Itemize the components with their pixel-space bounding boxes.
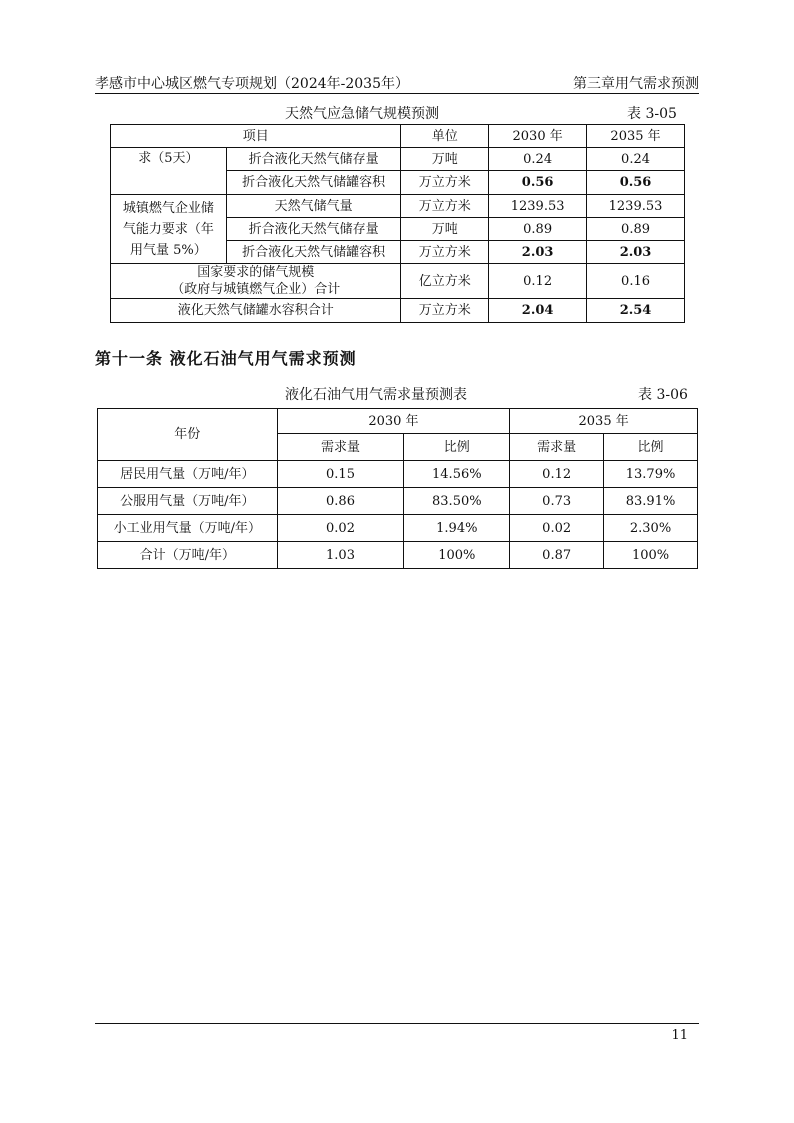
demand-2030: 0.15	[277, 461, 404, 488]
row-label: 小工业用气量（万吨/年）	[98, 515, 278, 542]
ratio-2035: 83.91%	[604, 488, 698, 515]
table-row	[111, 299, 685, 323]
value-2035: 0.89	[587, 218, 685, 241]
value-2030: 2.04	[489, 299, 587, 323]
header-year-2035: 2035 年	[587, 125, 685, 148]
table-row	[98, 542, 698, 569]
demand-2030: 0.02	[277, 515, 404, 542]
value-2030: 2.03	[489, 241, 587, 264]
label-line: 国家要求的储气规模	[197, 265, 315, 280]
table-row	[98, 461, 698, 488]
value-2035: 1239.53	[587, 195, 685, 218]
unit-cell: 万吨	[401, 218, 489, 241]
table-row	[98, 515, 698, 542]
value-2035: 2.54	[587, 299, 685, 323]
table1-caption: 天然气应急储气规模预测	[285, 106, 439, 122]
item-label: 天然气储气量	[226, 195, 401, 218]
table-emergency-storage	[110, 124, 685, 323]
unit-cell: 万立方米	[401, 241, 489, 264]
demand-2030: 0.86	[277, 488, 404, 515]
header-ratio: 比例	[404, 434, 510, 461]
item-label: 折合液化天然气储罐容积	[226, 171, 401, 195]
value-2035: 2.03	[587, 241, 685, 264]
table2-tag: 表 3-06	[638, 387, 688, 403]
table-row	[111, 195, 685, 218]
table2-caption: 液化石油气用气需求量预测表	[285, 387, 467, 403]
value-2030: 1239.53	[489, 195, 587, 218]
ratio-2030: 100%	[404, 542, 510, 569]
table-lpg-demand	[97, 408, 698, 569]
table-header-row	[111, 125, 685, 148]
unit-cell: 万立方米	[401, 299, 489, 323]
value-2030: 0.56	[489, 171, 587, 195]
ratio-2030: 1.94%	[404, 515, 510, 542]
row-label: 公服用气量（万吨/年）	[98, 488, 278, 515]
unit-cell: 万立方米	[401, 195, 489, 218]
ratio-2030: 83.50%	[404, 488, 510, 515]
header-demand: 需求量	[277, 434, 404, 461]
label-line: （政府与城镇燃气企业）合计	[171, 282, 341, 297]
value-2030: 0.24	[489, 148, 587, 171]
header-item: 项目	[111, 125, 401, 148]
demand-2035: 0.02	[510, 515, 604, 542]
footer-divider	[95, 1023, 699, 1024]
header-year-2030: 2030 年	[277, 409, 510, 434]
demand-2030: 1.03	[277, 542, 404, 569]
header-year-2035: 2035 年	[510, 409, 698, 434]
value-2030: 0.89	[489, 218, 587, 241]
demand-2035: 0.87	[510, 542, 604, 569]
page-number: 11	[671, 1028, 688, 1043]
item-label: 折合液化天然气储存量	[226, 148, 401, 171]
header-year-2030: 2030 年	[489, 125, 587, 148]
table-row	[111, 148, 685, 171]
row-label: 合计（万吨/年）	[98, 542, 278, 569]
total-label: 液化天然气储罐水容积合计	[111, 299, 401, 323]
ratio-2035: 13.79%	[604, 461, 698, 488]
value-2035: 0.16	[587, 264, 685, 299]
table1-tag: 表 3-05	[627, 106, 677, 122]
header-chapter-title: 第三章用气需求预测	[573, 76, 699, 92]
header-demand: 需求量	[510, 434, 604, 461]
unit-cell: 万吨	[401, 148, 489, 171]
header-year: 年份	[98, 409, 278, 461]
header-ratio: 比例	[604, 434, 698, 461]
row-label: 居民用气量（万吨/年）	[98, 461, 278, 488]
group-label: 求（5天）	[111, 148, 227, 195]
table-row	[111, 264, 685, 299]
value-2035: 0.56	[587, 171, 685, 195]
table-header-row	[98, 409, 698, 434]
group-label: 城镇燃气企业储气能力要求（年用气量 5%）	[111, 195, 227, 264]
table-row	[98, 488, 698, 515]
demand-2035: 0.12	[510, 461, 604, 488]
demand-2035: 0.73	[510, 488, 604, 515]
header-divider	[95, 93, 699, 94]
value-2030: 0.12	[489, 264, 587, 299]
article-heading: 第十一条 液化石油气用气需求预测	[95, 349, 357, 368]
header-document-title: 孝感市中心城区燃气专项规划（2024年-2035年）	[95, 76, 409, 92]
ratio-2030: 14.56%	[404, 461, 510, 488]
unit-cell: 万立方米	[401, 171, 489, 195]
unit-cell: 亿立方米	[401, 264, 489, 299]
value-2035: 0.24	[587, 148, 685, 171]
ratio-2035: 2.30%	[604, 515, 698, 542]
national-requirement-label	[111, 264, 401, 299]
ratio-2035: 100%	[604, 542, 698, 569]
header-unit: 单位	[401, 125, 489, 148]
item-label: 折合液化天然气储罐容积	[226, 241, 401, 264]
item-label: 折合液化天然气储存量	[226, 218, 401, 241]
